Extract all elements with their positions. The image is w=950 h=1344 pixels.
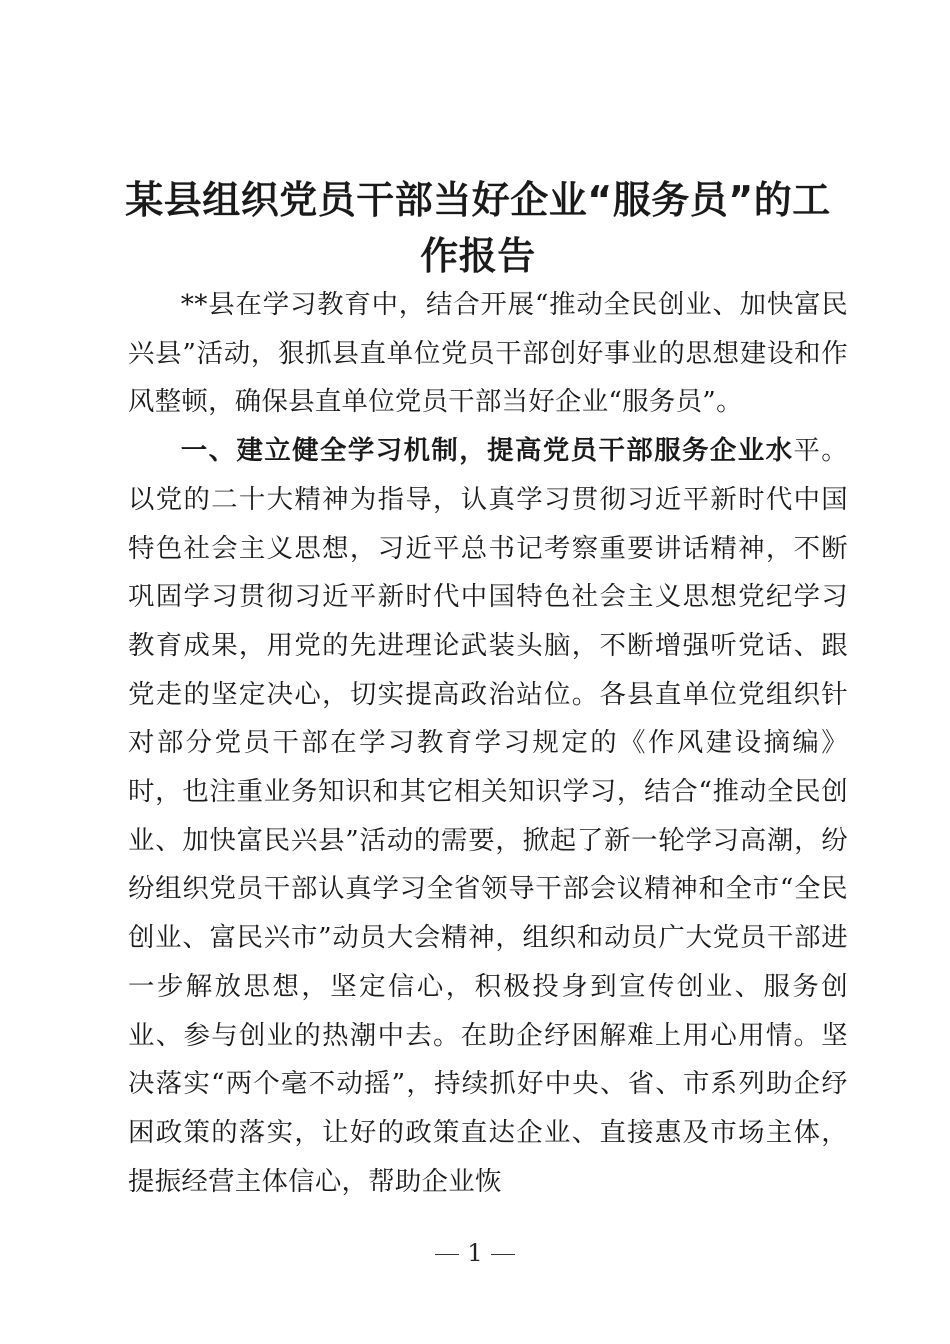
document-title: 某县组织党员干部当好企业“服务员”的工作报告 xyxy=(125,178,831,278)
right-dash-decoration xyxy=(491,1254,515,1255)
section-one-text: 平。以党的二十大精神为指导，认真学习贯彻习近平新时代中国特色社会主义思想，习近平总书记考察重要讲话精神，不断巩固学习贯彻习近平新时代中国特色社会主义思想党纪学习教育成果，用党的先进理论武装头脑，不断增强听党话、跟党走的坚定决心，切实提高政治站位。各县直单位党组织针对部分党员干部在学习教育学习规定的《作风建设摘编》时，也注重业务知识和其它相关知识学习，结合“推动全民创业、加快富民兴县”活动的需要，掀起了新一轮学习高潮，纷纷组织党员干部认真学习全省领导干部会议精神和全市“全民创业、富民兴市”动员大会精神，组织和动员广大党员干部进一步解放思想，坚定信心，积极投身到宣传创业、服务创业、参与创业的热潮中去。在助企纾困解难上用心用情。坚决落实“两个毫不动摇”，持续抓好中央、省、市系列助企纾困政策的落实，让好的政策直达企业、直接惠及市场主体，提振经营主体信心，帮助企业恢 xyxy=(128,435,848,1197)
left-dash-decoration xyxy=(435,1254,459,1255)
intro-paragraph xyxy=(128,281,848,427)
page-number-footer xyxy=(0,1238,950,1268)
intro-paragraph-text: **县在学习教育中，结合开展“推动全民创业、加快富民兴县”活动，狠抓县直单位党员干部创好事业的思想建设和作风整顿，确保县直单位党员干部当好企业“服务员”。 xyxy=(128,289,848,418)
document-body xyxy=(128,281,848,1206)
section-one-heading: 一、建立健全学习机制，提高党员干部服务企业水 xyxy=(180,435,794,467)
page-number: 1 xyxy=(467,1239,483,1267)
section-one-paragraph xyxy=(128,427,848,1206)
